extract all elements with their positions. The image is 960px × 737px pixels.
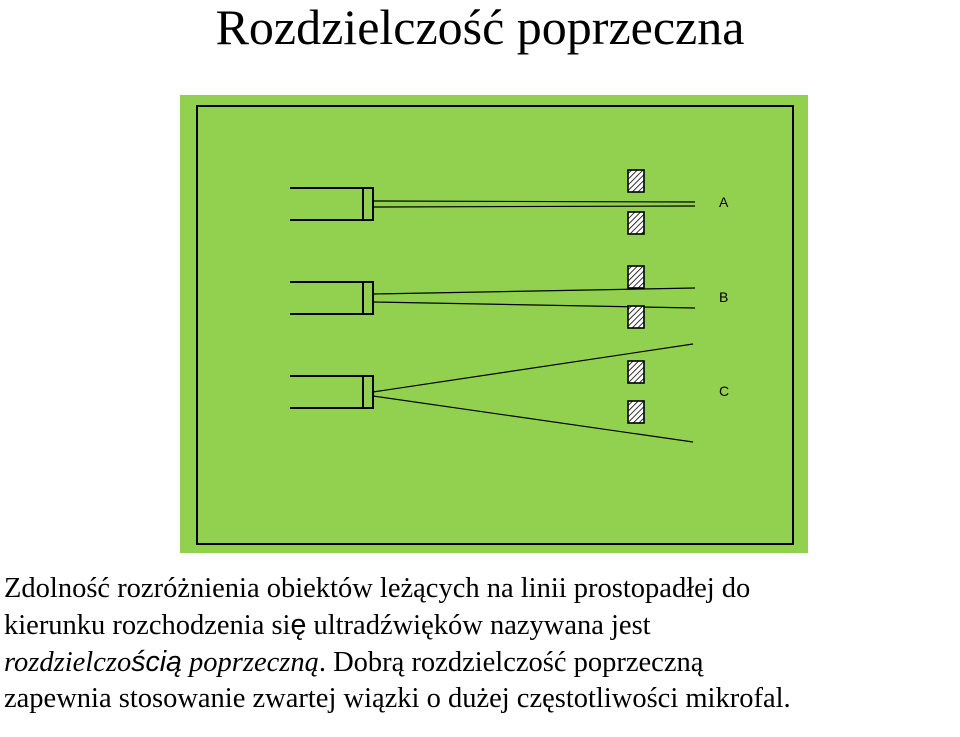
target-b1 — [628, 266, 644, 288]
diagram-svg — [180, 95, 808, 553]
target-c1 — [628, 361, 644, 383]
caption-term-b: ścią — [131, 646, 182, 678]
target-b2 — [628, 306, 644, 328]
caption-line-4: zapewnia stosowanie zwartej wiązki o dużej częstotliwości mikrofal. — [4, 683, 791, 714]
label-a: A — [719, 194, 729, 210]
diagram-background — [180, 95, 808, 553]
caption-line-2-c: ultradźwięków nazywana jest — [306, 610, 651, 641]
caption-term-a: rozdzielczo — [4, 647, 132, 678]
label-c: C — [719, 383, 730, 399]
target-a1 — [628, 170, 644, 192]
caption-line-2 — [4, 607, 960, 644]
caption-line-2-b: ę — [290, 609, 307, 641]
lateral-resolution-diagram — [180, 95, 808, 553]
caption — [4, 571, 960, 717]
page-title: Rozdzielczość poprzeczna — [215, 0, 745, 55]
caption-line-2-a: kierunku rozchodzenia si — [4, 610, 291, 641]
label-b: B — [719, 289, 729, 305]
caption-line-3 — [4, 644, 960, 681]
caption-line-1: Zdolność rozróżnienia obiektów leżących na linii prostopadłej do — [4, 573, 751, 604]
target-a2 — [628, 212, 644, 234]
caption-line-3-rest: . Dobrą rozdzielczość poprzeczną — [318, 647, 704, 678]
caption-term-c: poprzeczną — [181, 647, 319, 678]
target-c2 — [628, 401, 644, 423]
